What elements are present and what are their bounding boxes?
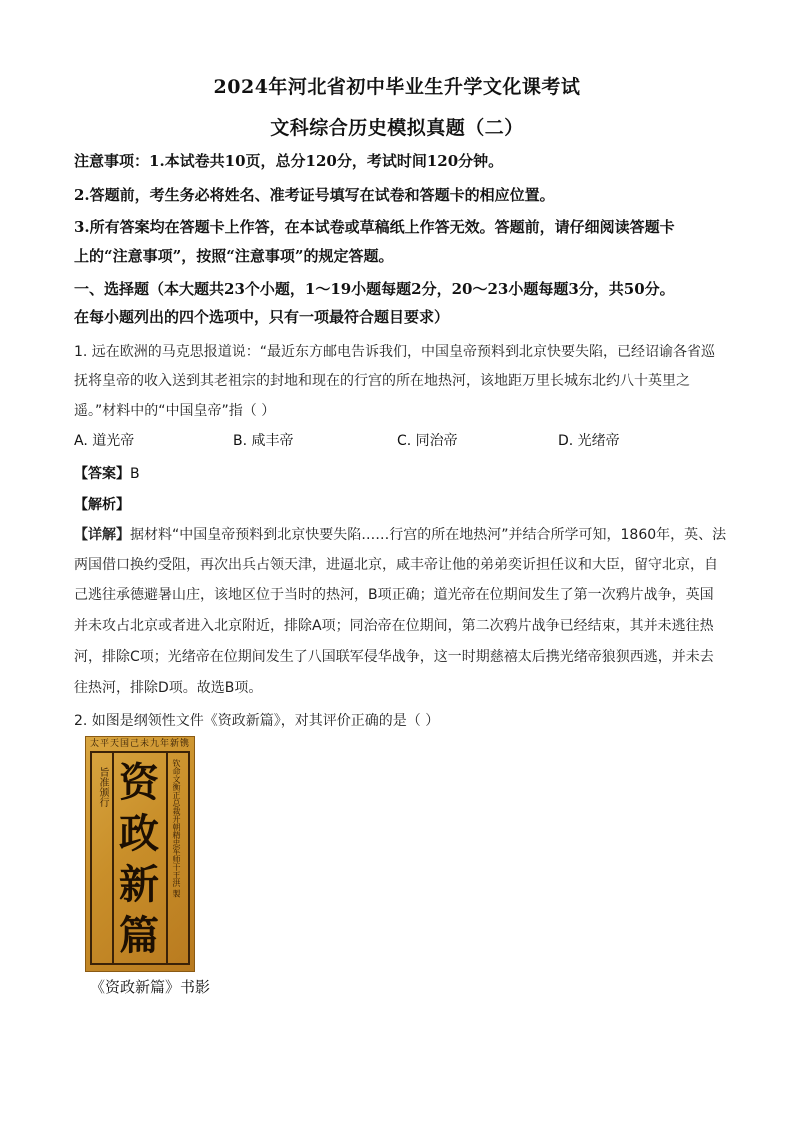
book-top-inscription: 太平天国己未九年新镌	[90, 739, 191, 749]
book-left-inscription: 旨准颁行	[97, 767, 108, 807]
exam-title: 2024年河北省初中毕业生升学文化课考试	[213, 76, 581, 98]
q1-detail-line-2: 两国借口换约受阻，再次出兵占领天津，进逼北京，咸丰帝让他的弟弟奕䜣担任议和大臣，留守北京，自	[74, 557, 718, 573]
q1-detail-line-5: 河，排除C项；光绪帝在位期间发生了八国联军侵华战争，这一时期慈禧太后携光绪帝狼狈西逃，并未去	[74, 649, 714, 665]
book-title-calligraphy: 资政新篇	[119, 759, 159, 959]
q2-stem: 2. 如图是纲领性文件《资政新篇》，对其评价正确的是（ ）	[74, 713, 440, 729]
q1-stem-line-2: 抚将皇帝的收入送到其老祖宗的封地和现在的行宫的所在地热河，该地距万里长城东北约八十英里之	[74, 373, 690, 389]
image-caption: 《资政新篇》书影	[90, 978, 211, 996]
exam-subtitle: 文科综合历史模拟真题（二）	[270, 117, 524, 139]
q1-detail-line-4: 并未攻占北京或者进入北京附近，排除A项；同治帝在位期间，第二次鸦片战争已经结束，其并未逃往热	[74, 618, 714, 634]
notice-line-1: 注意事项：1.本试卷共10页，总分120分，考试时间120分钟。	[74, 152, 504, 170]
book-rule-left	[112, 751, 114, 965]
q1-option-d: D. 光绪帝	[558, 433, 620, 449]
answer-value: B	[130, 466, 140, 482]
analysis-label: 解析	[88, 497, 116, 513]
q1-detail-line-1: 【详解】据材料“中国皇帝预料到北京快要失陷……行宫的所在地热河”并结合所学可知，1860年，英、法	[74, 527, 727, 543]
book-right-inscription: 钦命文衡正总裁开朝精忠军师干王洪 製	[172, 759, 181, 898]
q1-detail-line-3: 己逃往承德避暑山庄，该地区位于当时的热河，B项正确；道光帝在位期间发生了第一次鸦片战争，英国	[74, 587, 714, 603]
section-heading-1: 一、选择题（本大题共23个小题，1～19小题每题2分，20～23小题每题3分，共50分。	[74, 280, 675, 298]
book-cover-image	[85, 736, 195, 972]
q1-analysis: 【解析】	[74, 497, 130, 513]
q1-stem-line-1: 1. 远在欧洲的马克思报道说：“最近东方邮电告诉我们，中国皇帝预料到北京快要失陷，已经诏谕各省巡	[74, 344, 716, 360]
notice-line-2: 2.答题前，考生务必将姓名、准考证号填写在试卷和答题卡的相应位置。	[74, 186, 555, 204]
section-heading-2: 在每小题列出的四个选项中，只有一项最符合题目要求）	[74, 308, 450, 326]
q1-option-b: B. 咸丰帝	[233, 433, 294, 449]
answer-label: 答案	[88, 466, 116, 482]
q1-stem-line-3: 遥。”材料中的“中国皇帝”指（ ）	[74, 403, 276, 419]
detail-text-1: 据材料“中国皇帝预料到北京快要失陷……行宫的所在地热河”并结合所学可知，1860年，英、法	[130, 527, 727, 543]
notice-line-3b: 上的“注意事项”，按照“注意事项”的规定答题。	[74, 247, 394, 265]
detail-label: 详解	[88, 527, 116, 543]
q1-detail-line-6: 往热河，排除D项。故选B项。	[74, 680, 263, 696]
q1-answer: 【答案】B	[74, 466, 140, 482]
notice-line-3a: 3.所有答案均在答题卡上作答，在本试卷或草稿纸上作答无效。答题前，请仔细阅读答题卡	[74, 218, 675, 236]
q1-option-c: C. 同治帝	[397, 433, 458, 449]
q1-option-a: A. 道光帝	[74, 433, 135, 449]
book-rule-right	[166, 751, 168, 965]
